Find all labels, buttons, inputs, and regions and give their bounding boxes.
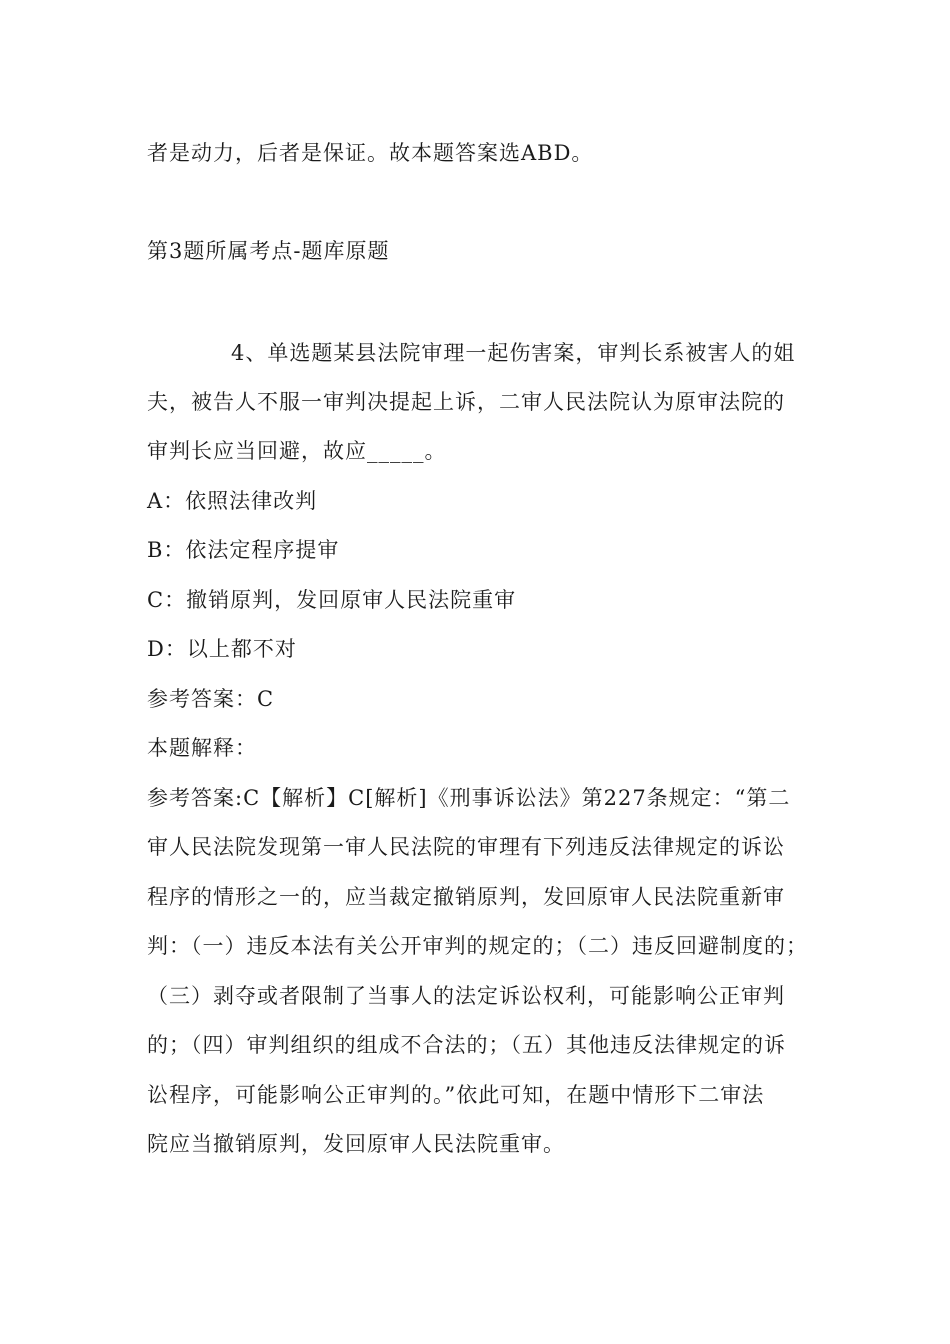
question-4-stem-line-1: 4、单选题某县法院审理一起伤害案，审判长系被害人的姐 <box>231 341 796 365</box>
explanation-line-1: 参考答案:C【解析】C[解析]《刑事诉讼法》第227条规定：“第二 <box>147 786 791 810</box>
explanation-line-3: 程序的情形之一的，应当裁定撤销原判，发回原审人民法院重新审 <box>147 885 785 909</box>
option-a: A：依照法律改判 <box>147 489 318 513</box>
explanation-line-5: （三）剥夺或者限制了当事人的法定诉讼权利，可能影响公正审判 <box>147 984 785 1008</box>
explanation-line-7: 讼程序，可能影响公正审判的。”依此可知，在题中情形下二审法 <box>147 1083 765 1107</box>
question-4-stem-line-3: 审判长应当回避，故应_____。 <box>147 439 447 463</box>
explanation-line-2: 审人民法院发现第一审人民法院的审理有下列违反法律规定的诉讼 <box>147 835 785 859</box>
option-d: D：以上都不对 <box>147 637 297 661</box>
explanation-label: 本题解释： <box>147 736 257 760</box>
explanation-line-4: 判：（一）违反本法有关公开审判的规定的；（二）违反回避制度的； <box>147 934 808 958</box>
option-c: C：撤销原判，发回原审人民法院重审 <box>147 588 517 612</box>
explanation-line-8: 院应当撤销原判，发回原审人民法院重审。 <box>147 1132 565 1156</box>
reference-answer: 参考答案：C <box>147 687 275 711</box>
previous-explanation-tail: 者是动力，后者是保证。故本题答案选ABD。 <box>147 141 594 165</box>
option-b: B：依法定程序提审 <box>147 538 340 562</box>
question-3-topic: 第3题所属考点-题库原题 <box>147 239 390 263</box>
explanation-line-6: 的；（四）审判组织的组成不合法的；（五）其他违反法律规定的诉 <box>147 1033 786 1057</box>
question-4-stem-line-2: 夫，被告人不服一审判决提起上诉，二审人民法院认为原审法院的 <box>147 390 785 414</box>
